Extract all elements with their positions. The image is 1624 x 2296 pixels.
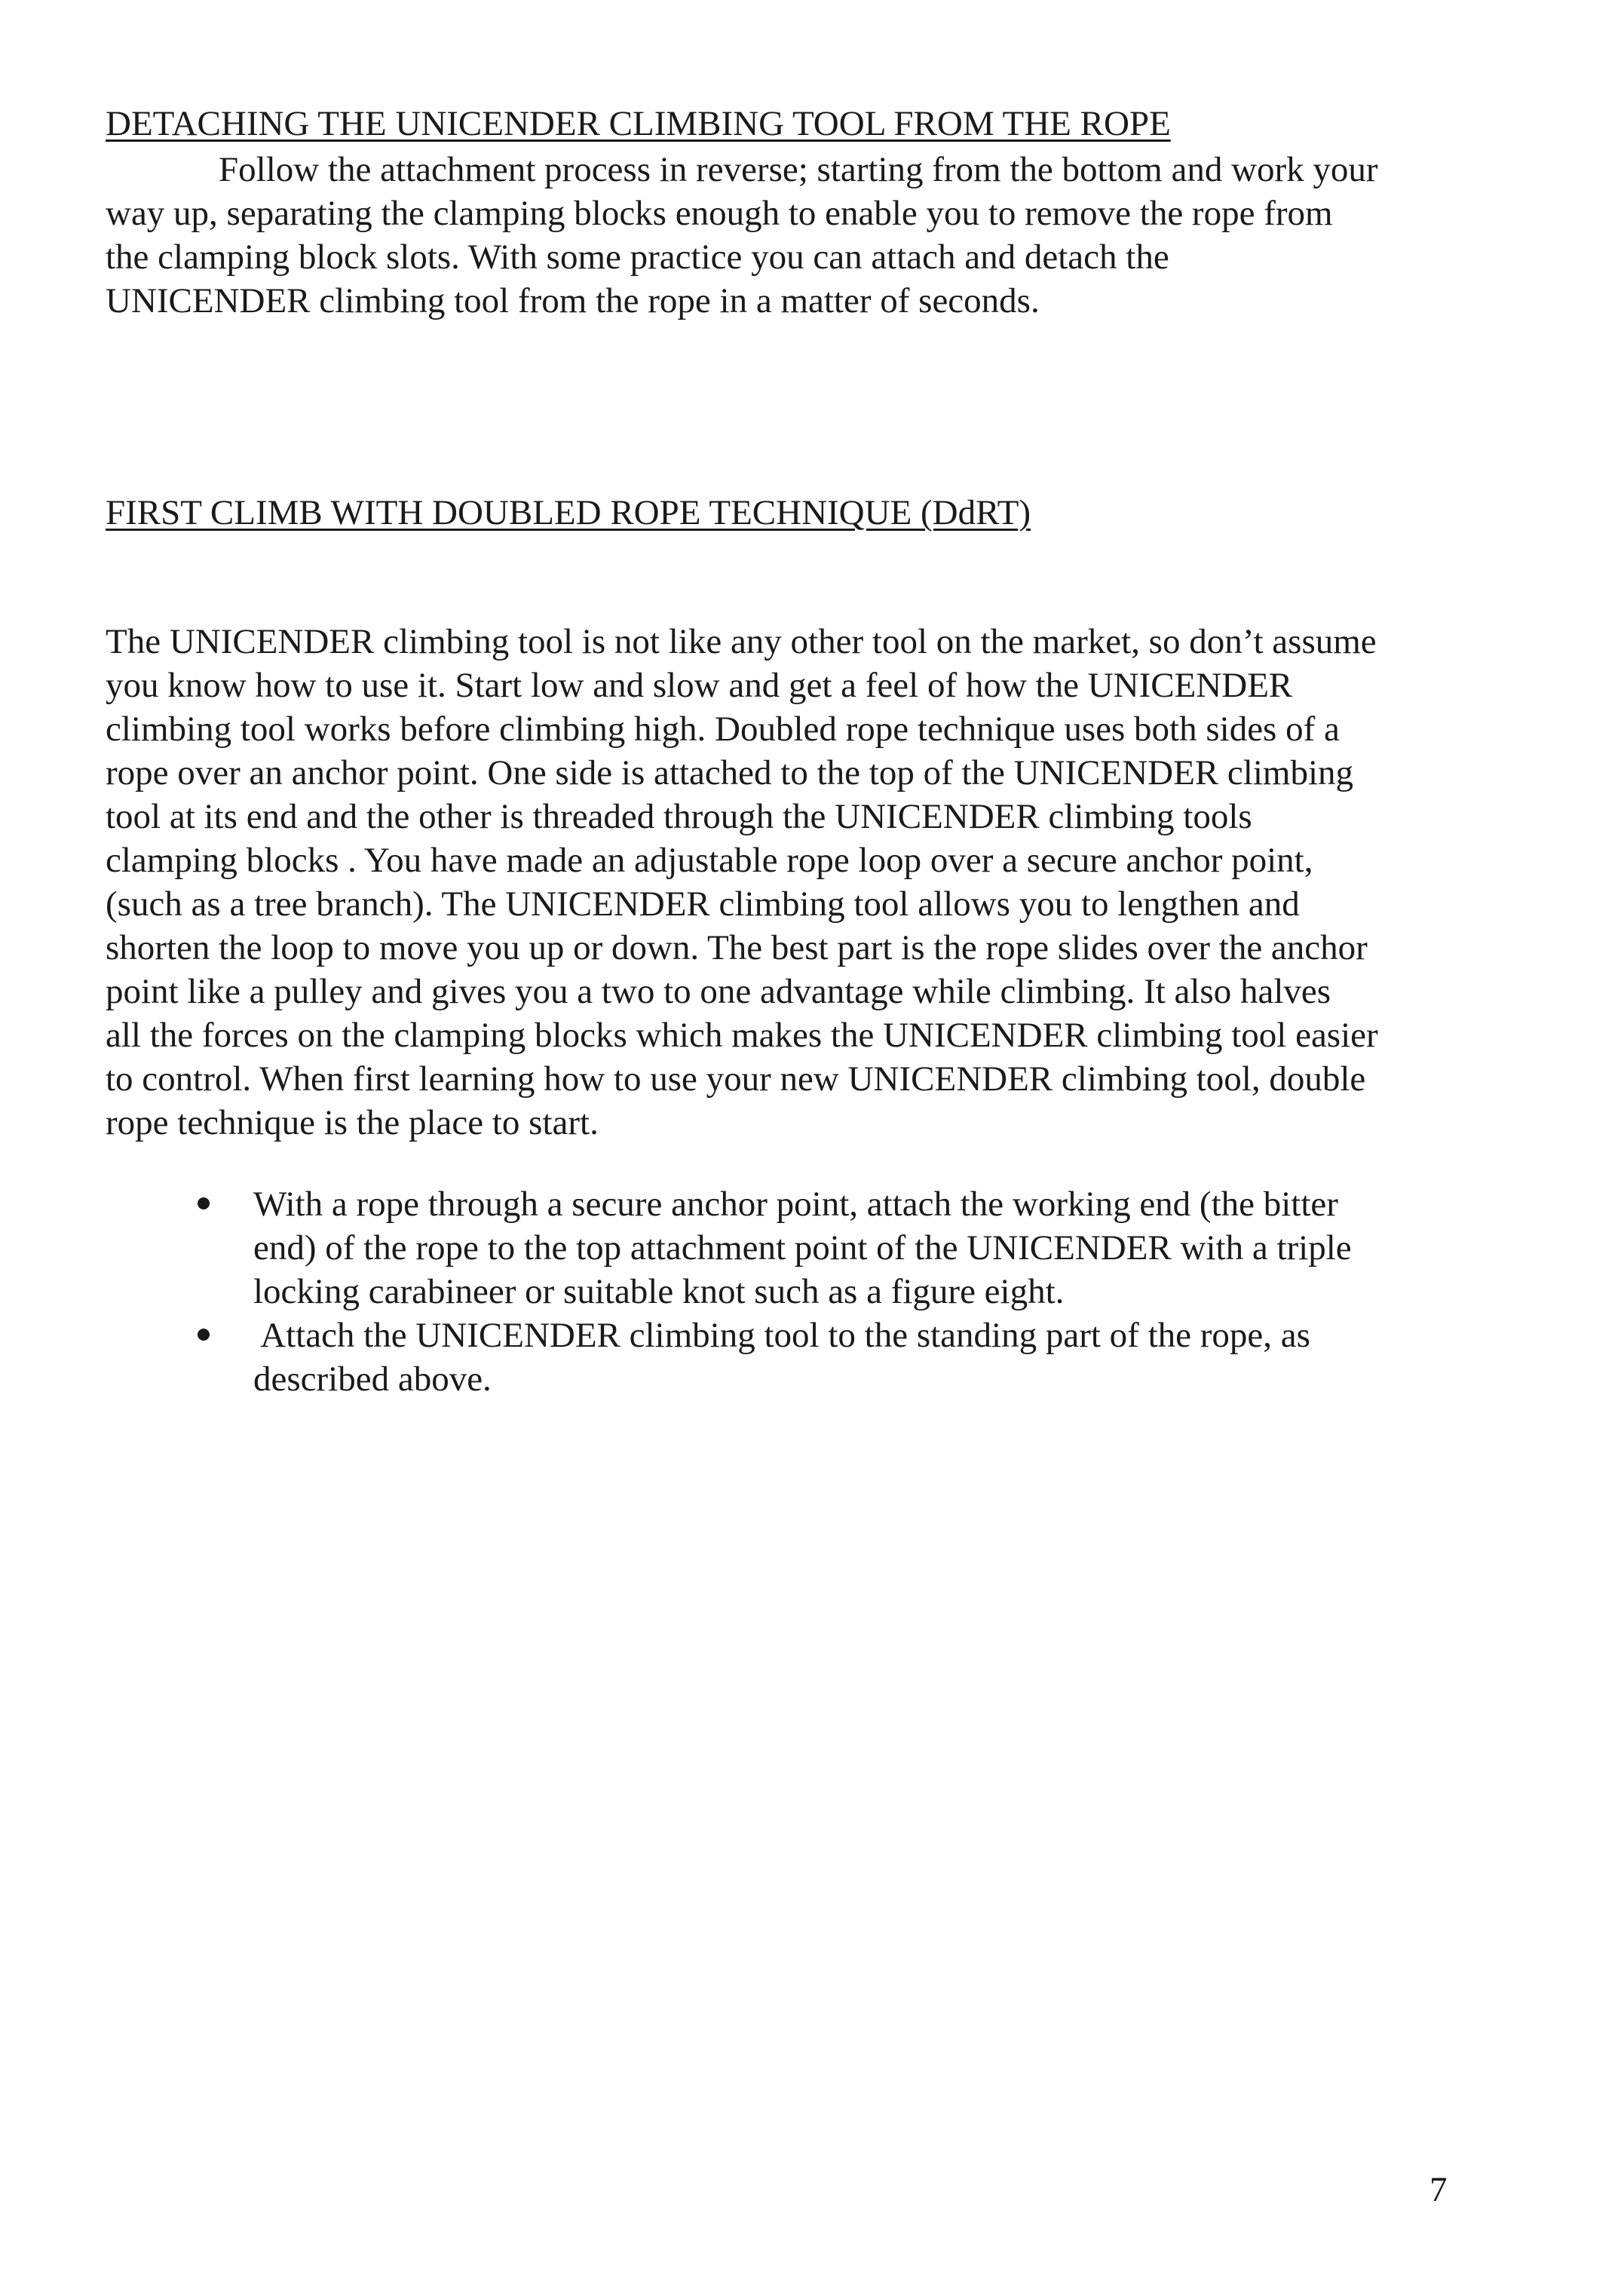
paragraph-line: point like a pulley and gives you a two to one advantage while climbing. It also halves xyxy=(106,972,1331,1011)
section-heading-first-climb: FIRST CLIMB WITH DOUBLED ROPE TECHNIQUE (DdRT) xyxy=(106,493,1031,532)
paragraph-line: all the forces on the clamping blocks which makes the UNICENDER climbing tool easier xyxy=(106,1016,1378,1055)
paragraph-line: the clamping block slots. With some practice you can attach and detach the xyxy=(106,238,1169,277)
paragraph-line: tool at its end and the other is threaded through the UNICENDER climbing tools xyxy=(106,797,1252,836)
paragraph-line: climbing tool works before climbing high. Doubled rope technique uses both sides of a xyxy=(106,710,1340,749)
paragraph-line: to control. When first learning how to use your new UNICENDER climbing tool, double xyxy=(106,1059,1366,1099)
paragraph-first-climb xyxy=(106,620,1378,1145)
paragraph-line: way up, separating the clamping blocks enough to enable you to remove the rope from xyxy=(106,194,1333,233)
paragraph-line: shorten the loop to move you up or down. The best part is the rope slides over the anchor xyxy=(106,928,1368,967)
bullet-line: described above. xyxy=(253,1360,492,1399)
paragraph-detaching xyxy=(106,148,1378,323)
paragraph-line: Follow the attachment process in reverse; starting from the bottom and work your xyxy=(219,150,1378,189)
bullet-line: end) of the rope to the top attachment point of the UNICENDER with a triple xyxy=(253,1228,1352,1268)
paragraph-line: you know how to use it. Start low and slow and get a feel of how the UNICENDER xyxy=(106,666,1293,705)
bullet-icon xyxy=(198,1197,210,1209)
paragraph-line: The UNICENDER climbing tool is not like any other tool on the market, so don’t assume xyxy=(106,622,1377,661)
paragraph-line: clamping blocks . You have made an adjustable rope loop over a secure anchor point, xyxy=(106,841,1313,880)
bullet-icon xyxy=(198,1329,210,1341)
page-number: 7 xyxy=(1429,2170,1448,2209)
bullet-item xyxy=(106,1314,1463,1401)
paragraph-line: rope technique is the place to start. xyxy=(106,1103,599,1142)
bullet-list xyxy=(106,1182,1463,1401)
bullet-item xyxy=(106,1182,1463,1314)
bullet-line: With a rope through a secure anchor point, attach the working end (the bitter xyxy=(253,1185,1338,1224)
paragraph-line: (such as a tree branch). The UNICENDER climbing tool allows you to lengthen and xyxy=(106,884,1300,924)
paragraph-line: rope over an anchor point. One side is attached to the top of the UNICENDER climbing xyxy=(106,753,1354,792)
bullet-line: Attach the UNICENDER climbing tool to the standing part of the rope, as xyxy=(253,1316,1310,1355)
bullet-line: locking carabineer or suitable knot such as a figure eight. xyxy=(253,1272,1065,1311)
section-heading-detaching: DETACHING THE UNICENDER CLIMBING TOOL FROM THE ROPE xyxy=(106,104,1171,143)
paragraph-line: UNICENDER climbing tool from the rope in a matter of seconds. xyxy=(106,281,1040,320)
